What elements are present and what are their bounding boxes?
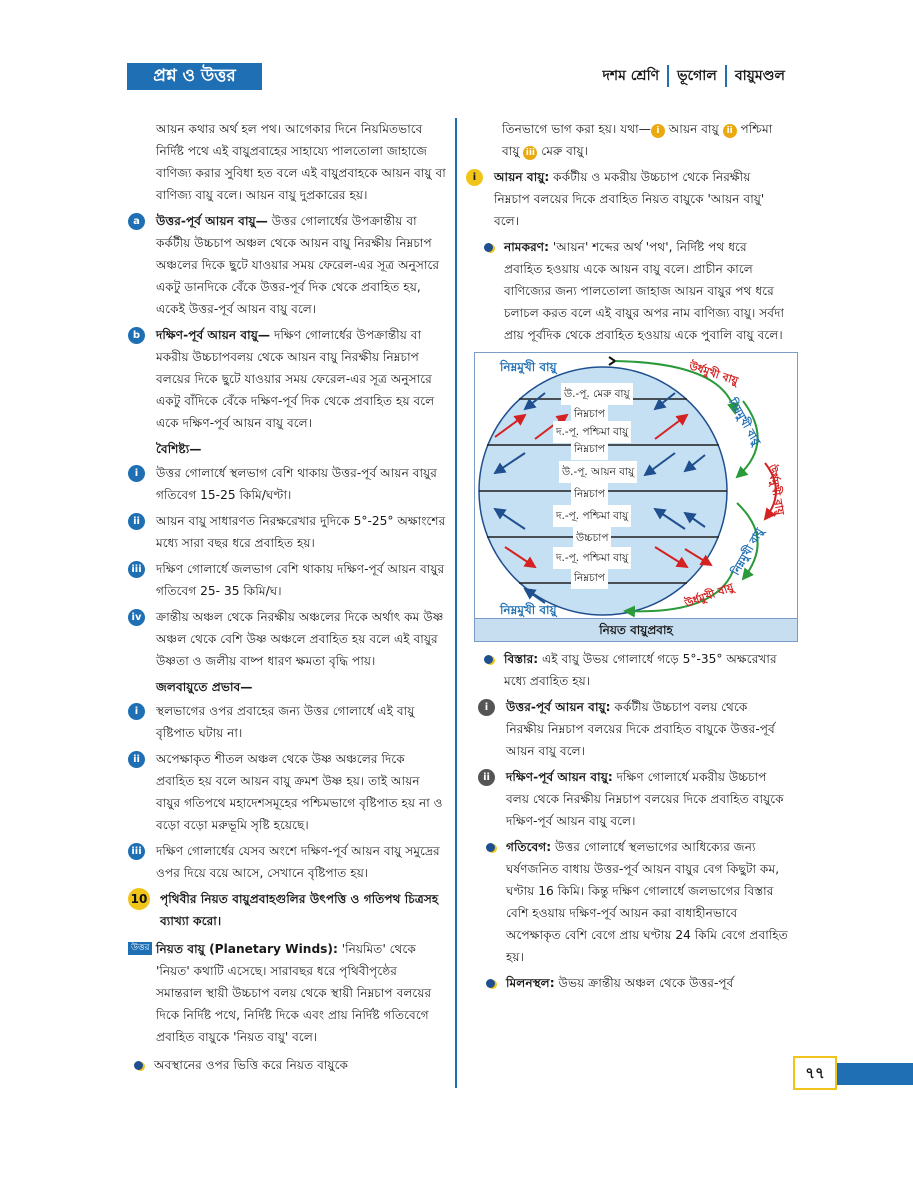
left-column [128, 118, 446, 1080]
se-trade-item [128, 324, 446, 434]
belt-label: নিম্নচাপ [571, 483, 608, 505]
type-label: পশ্চিমা বায়ু [502, 122, 773, 158]
section-badge: প্রশ্ন ও উত্তর [127, 63, 262, 90]
se-trade-title: দক্ষিণ-পূর্ব আয়ন বায়ু— [156, 328, 271, 342]
side-label: উর্ধমুখী বায়ু [687, 359, 740, 388]
meeting-text: উভয় ক্রান্তীয় অঞ্চল থেকে উত্তর-পূর্ব [554, 976, 734, 990]
ne-trade-item [128, 210, 446, 320]
marker-b: b [128, 327, 145, 344]
running-header [602, 64, 785, 88]
bottom-descending-label: নিম্নমুখী বায়ু [500, 603, 557, 617]
ne-trade-def [478, 696, 788, 762]
climate-item [128, 840, 446, 884]
belt-label: দ.-পূ. পশ্চিমা বায়ু [553, 547, 631, 569]
page-band [835, 1063, 913, 1085]
belt-label: দ.-পূ. পশ্চিমা বায়ু [553, 505, 631, 527]
type-num: ii [723, 124, 737, 138]
trade-text: কর্কটীয় ও মকরীয় উচ্চচাপ থেকে নিরক্ষীয় নিম্নচাপ বলয়ের দিকে প্রবাহিত নিয়ত বায়ুকে 'আয়ন বায়ু' বলে। [494, 170, 765, 228]
extent-bullet [478, 648, 788, 692]
ne-trade-text: উত্তর গোলার্ধের উপক্রান্তীয় বা কর্কটীয় উচ্চচাপ অঞ্চল থেকে আয়ন বায়ু নিরক্ষীয় নিম্নচাপ অঞ্চলের দিকে ছুটে যাওয়ার সময় ফেরেল-এর সূত্র অনুসারে একটু ডানদিকে বেঁকে উত্তর-পূর্ব দিক থেকে প্রবাহিত হয়, একেই উত্তর-পূর্ব আয়ন বায়ু বলে। [156, 214, 440, 316]
belt-label: দ.-পূ. পশ্চিমা বায়ু [553, 421, 631, 443]
belt-label: উ.-পূ. আয়ন বায়ু [559, 461, 637, 483]
side-label: নিম্নমুখী বায়ু [725, 396, 763, 448]
type-num: i [651, 124, 665, 138]
globe-svg [475, 353, 797, 619]
features-heading: বৈশিষ্ট্য— [156, 442, 202, 456]
belt-label: উচ্চচাপ [573, 527, 611, 549]
meeting-bullet [480, 972, 788, 994]
meeting-title: মিলনস্থল: [506, 976, 555, 990]
climate-item [128, 700, 446, 744]
type-num: iii [523, 146, 537, 160]
feature-item [128, 558, 446, 602]
belt-label: নিম্নচাপ [571, 403, 608, 425]
question-text: পৃথিবীর নিয়ত বায়ুপ্রবাহগুলির উৎপত্তি ও গতিপথ চিত্রসহ ব্যাখ্যা করো। [160, 892, 439, 928]
feature-marker: ii [128, 513, 145, 530]
climate-marker: ii [128, 751, 145, 768]
feature-marker: iv [128, 609, 145, 626]
side-label: উর্ধমুখী বায়ু [765, 463, 787, 517]
extent-title: বিস্তার: [504, 652, 539, 666]
extent-text: এই বায়ু উভয় গোলার্ধে গড়ে 5°-35° অক্ষরেখার মধ্যে প্রবাহিত হয়। [504, 652, 777, 688]
column-divider [455, 118, 457, 1088]
feature-text: দক্ষিণ গোলার্ধে জলভাগ বেশি থাকায় দক্ষিণ-পূর্ব আয়ন বায়ুর গতিবেগ 25- 35 কিমি/ঘ। [156, 562, 445, 598]
feature-item [128, 462, 446, 506]
naming-title: নামকরণ: [504, 240, 550, 254]
classification-text: অবস্থানের ওপর ভিত্তি করে নিয়ত বায়ুকে [154, 1058, 349, 1072]
right-column [466, 118, 788, 998]
down-arrow-top [609, 357, 615, 365]
question-number: 10 [128, 888, 150, 910]
trade-wind-def [466, 166, 788, 232]
speed-text: উত্তর গোলার্ধে স্থলভাগের আধিক্যের জন্য ঘর্ষণজনিত বাধায় উত্তর-পূর্ব আয়ন বায়ুর বেগ কিছুটা কম, ঘণ্টায় 16 কিমি। কিন্তু দক্ষিণ গোলার্ধে জলভাগের বিস্তার বেশি হওয়ায় দক্ষিণ-পূর্ব আয়ন করা বাধাহীনভাবে অপেক্ষাকৃত বেশি বেগে প্রায় ঘণ্টায় 24 কিমি বেগে প্রবাহিত হয়। [506, 840, 788, 964]
belt-label: নিম্নচাপ [571, 438, 608, 460]
naming-bullet [478, 236, 788, 346]
naming-text: 'আয়ন' শব্দের অর্থ 'পথ', নির্দিষ্ট পথ ধরে প্রবাহিত হওয়ায় একে আয়ন বায়ু বলে। প্রাচীন কালে বাণিজ্যের জন্য পালতোলা জাহাজ আয়ন বায়ুর পথ ধরে চলাচল করত বলে এই বায়ুর অপর নাম বাণিজ্য বায়ু। সর্বদা প্রায় পূর্বদিক থেকে প্রবাহিত হওয়ায় একে পুবালি বায়ু বলে। [504, 240, 785, 342]
top-descending-label: নিম্নমুখী বায়ু [500, 360, 557, 374]
type-label: মেরু বায়ু। [537, 144, 589, 158]
climate-text: স্থলভাগের ওপর প্রবাহের জন্য উত্তর গোলার্ধে এই বায়ু বৃষ্টিপাত ঘটায় না। [156, 704, 415, 740]
feature-marker: iii [128, 561, 145, 578]
climate-heading: জলবায়ুতে প্রভাব— [156, 680, 253, 694]
answer-title: নিয়ত বায়ু (Planetary Winds): [156, 942, 338, 956]
question-10 [128, 888, 446, 932]
feature-item [128, 606, 446, 672]
diagram-caption: নিয়ত বায়ুপ্রবাহ [475, 618, 797, 641]
se-marker: ii [478, 769, 495, 786]
belt-label: নিম্নচাপ [571, 567, 608, 589]
ne-text: কর্কটীয় উচ্চচাপ বলয় থেকে নিরক্ষীয় নিম্নচাপ বলয়ের দিকে প্রবাহিত বায়ুকে উত্তর-পূর্ব আয়ন বায়ু বলে। [506, 700, 775, 758]
types-paragraph [466, 118, 788, 162]
header-separator [725, 65, 727, 87]
climate-marker: i [128, 703, 145, 720]
marker-a: a [128, 213, 145, 230]
subject-label: ভূগোল [677, 68, 717, 84]
trade-marker: i [466, 169, 483, 186]
se-title: দক্ষিণ-পূর্ব আয়ন বায়ু: [506, 770, 613, 784]
climate-text: অপেক্ষাকৃত শীতল অঞ্চল থেকে উষ্ণ অঞ্চলের দিকে প্রবাহিত হয় বলে আয়ন বায়ু ক্রমশ উষ্ণ হয়। তাই আয়ন বায়ুর গতিপথে মহাদেশসমূহের পশ্চিমভাগে বৃষ্টিপাত হয় না ও বড়ো বড়ো মরুভূমি সৃষ্টি হয়েছে। [156, 752, 443, 832]
side-label: নিম্নমুখী বায়ু [728, 526, 767, 578]
climate-item [128, 748, 446, 836]
planetary-winds-diagram [474, 352, 798, 642]
se-text: দক্ষিণ গোলার্ধে মকরীয় উচ্চচাপ বলয় থেকে নিরক্ষীয় নিম্নচাপ বলয়ের দিকে প্রবাহিত বায়ুকে দক্ষিণ-পূর্ব আয়ন বায়ু বলে। [506, 770, 784, 828]
ne-trade-title: উত্তর-পূর্ব আয়ন বায়ু— [156, 214, 268, 228]
classification-bullet [128, 1054, 446, 1076]
chapter-label: বায়ুমণ্ডল [734, 68, 785, 84]
se-trade-def [478, 766, 788, 832]
feature-text: উত্তর গোলার্ধে স্থলভাগ বেশি থাকায় উত্তর-পূর্ব আয়ন বায়ুর গতিবেগ 15-25 কিমি/ঘণ্টা। [156, 466, 437, 502]
side-label: উর্ধমুখী বায়ু [683, 580, 736, 611]
answer-tag: উত্তর [128, 942, 152, 955]
ne-title: উত্তর-পূর্ব আয়ন বায়ু: [506, 700, 611, 714]
feature-item [128, 510, 446, 554]
speed-bullet [480, 836, 788, 968]
answer-text: 'নিয়মিত' থেকে 'নিয়ত' কথাটি এসেছে। সারাবছর ধরে পৃথিবীপৃষ্ঠের সমান্তরাল স্থায়ী উচ্চচাপ বলয় থেকে স্থায়ী নিম্নচাপ বলয়ের দিকে নির্দিষ্ট পথে, নির্দিষ্ট দিকে এবং প্রায় নির্দিষ্ট গতিবেগে প্রবাহিত বায়ুকে 'নিয়ত বায়ু' বলে। [156, 942, 432, 1044]
feature-text: আয়ন বায়ু সাধারণত নিরক্ষরেখার দুদিকে 5°-25° অক্ষাংশের মধ্যে সারা বছর ধরে প্রবাহিত হয়। [156, 514, 446, 550]
se-trade-text: দক্ষিণ গোলার্ধের উপক্রান্তীয় বা মকরীয় উচ্চচাপবলয় থেকে আয়ন বায়ু নিরক্ষীয় নিম্নচাপ বলয়ের দিকে ছুটে যাওয়ার সময় ফেরেল-এর সূত্র অনুসারে একটু বাঁদিকে বেঁকে দক্ষিণ-পূর্ব দিক থেকে প্রবাহিত হয় বলে একে দক্ষিণ-পূর্ব আয়ন বায়ু বলে। [156, 328, 435, 430]
climate-text: দক্ষিণ গোলার্ধের যেসব অংশে দক্ষিণ-পূর্ব আয়ন বায়ু সমুদ্রের ওপর দিয়ে বয়ে আসে, সেখানে বৃষ্টিপাত হয়। [156, 844, 440, 880]
trade-title: আয়ন বায়ু: [494, 170, 550, 184]
climate-marker: iii [128, 843, 145, 860]
answer-block [128, 938, 446, 1048]
intro-paragraph: আয়ন কথার অর্থ হল পথ। আগেকার দিনে নিয়মিতভাবে নির্দিষ্ট পথে এই বায়ুপ্রবাহের সাহায্যে পালতোলা জাহাজে বাণিজ্য করার সুবিধা হত বলে এই বায়ুপ্রবাহকে আয়ন বায়ু বা বাণিজ্য বায়ু বলে। আয়ন বায়ু দুপ্রকারের হয়। [156, 122, 446, 202]
header-separator [667, 65, 669, 87]
page-number: ৭৭ [793, 1056, 837, 1090]
speed-title: গতিবেগ: [506, 840, 552, 854]
belt-label: উ.-পূ. মেরু বায়ু [561, 383, 633, 405]
ne-marker: i [478, 699, 495, 716]
types-intro: তিনভাগে ভাগ করা হয়। যথা— [502, 122, 651, 136]
feature-text: ক্রান্তীয় অঞ্চল থেকে নিরক্ষীয় অঞ্চলের দিকে অর্থাৎ কম উষ্ণ অঞ্চল থেকে বেশি উষ্ণ অঞ্চলে প্রবাহিত হয় বলে এই বায়ুর উষ্ণতা ও জলীয় বাষ্প ধারণ ক্ষমতা বৃদ্ধি পায়। [156, 610, 444, 668]
class-label: দশম শ্রেণি [602, 68, 660, 84]
feature-marker: i [128, 465, 145, 482]
type-label: আয়ন বায়ু [664, 122, 719, 136]
